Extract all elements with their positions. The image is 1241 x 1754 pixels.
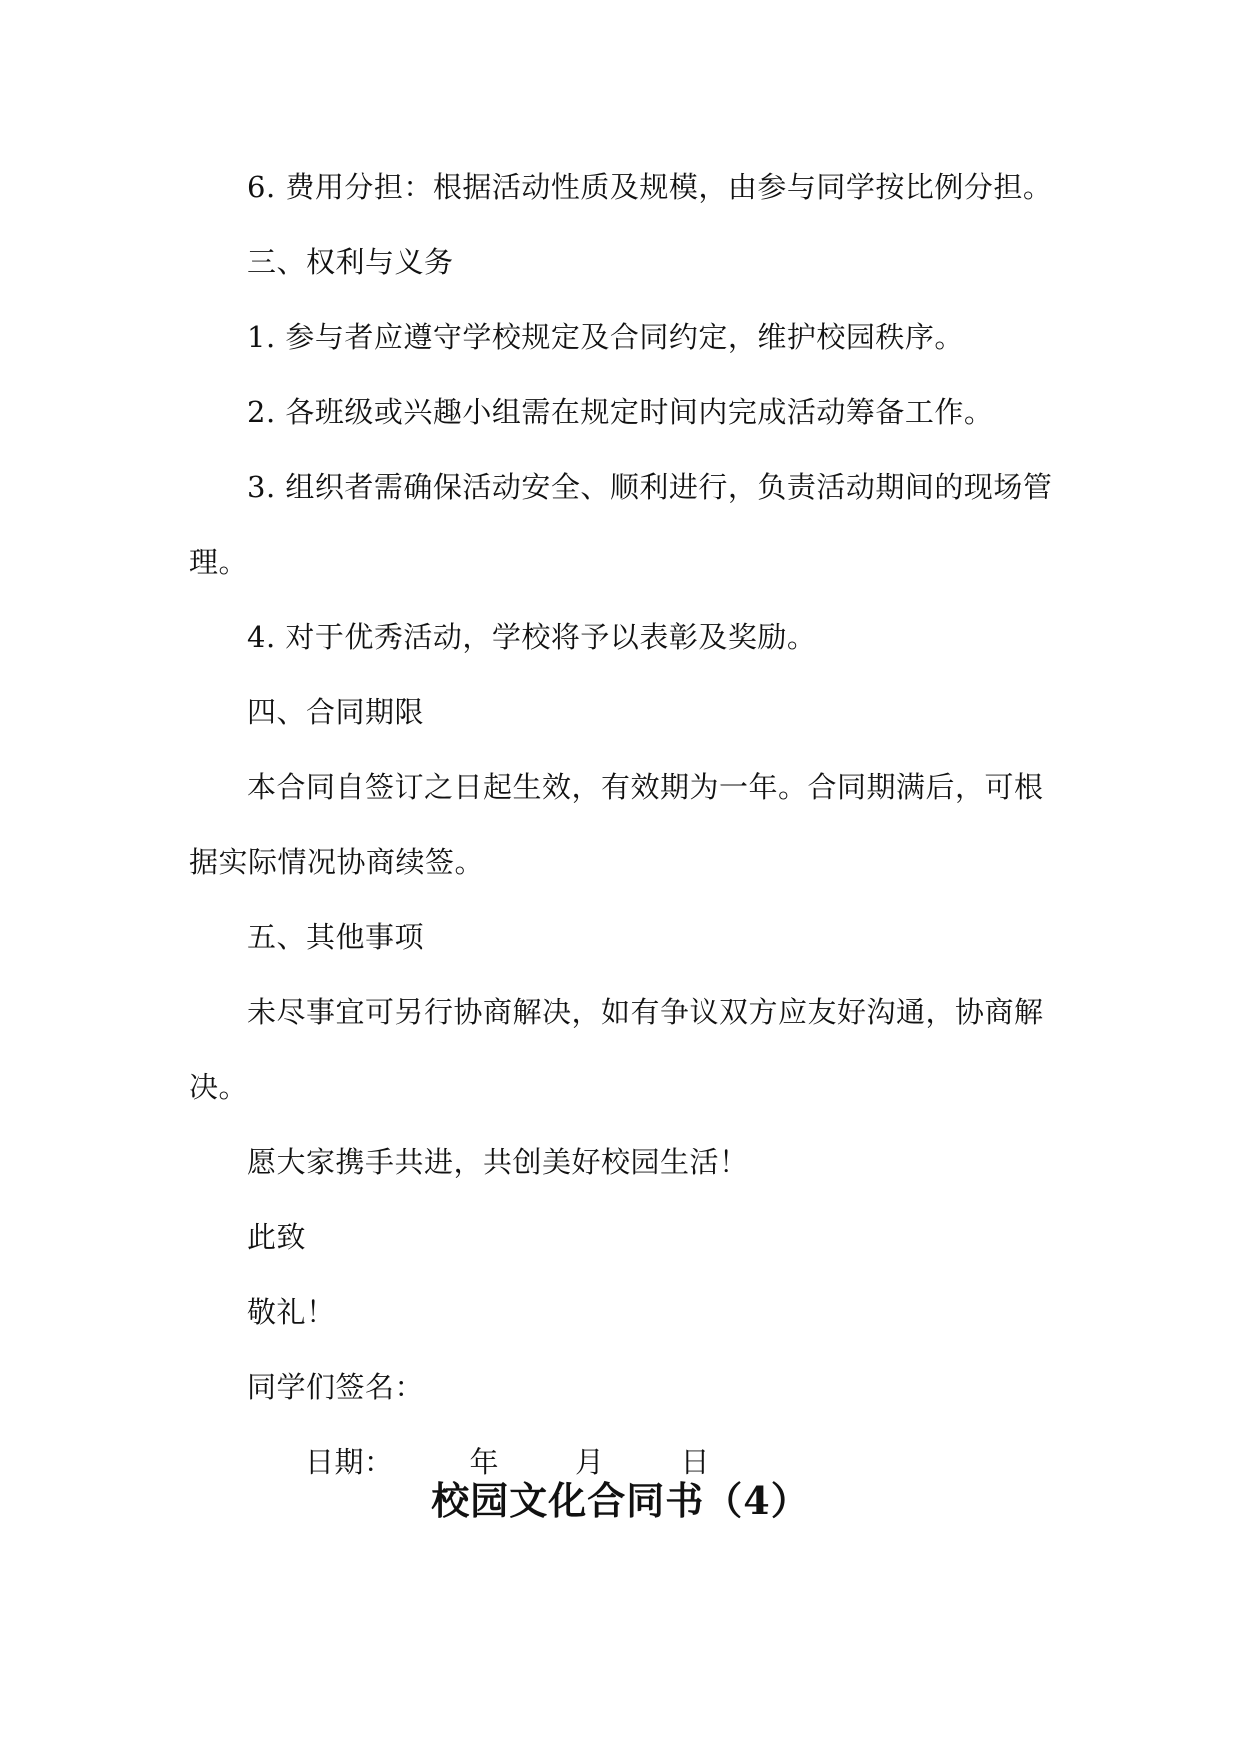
date-day: 日 (680, 1445, 711, 1479)
section-heading-other: 五、其他事项 (247, 920, 425, 954)
clause-other: 未尽事宜可另行协商解决，如有争议双方应友好沟通，协商解决。 (189, 995, 1044, 1104)
date-label: 日期： (305, 1445, 394, 1479)
signature-line: 同学们签名： (247, 1370, 425, 1404)
closing-regards: 敬礼！ (247, 1295, 336, 1329)
closing-salutation: 此致 (247, 1220, 307, 1254)
closing-wish: 愿大家携手共进，共创美好校园生活！ (247, 1145, 749, 1179)
next-section-title: 校园文化合同书（4） (431, 1478, 810, 1523)
document-body (189, 150, 1059, 1500)
date-month: 月 (575, 1445, 605, 1479)
clause-rights-4: 4. 对于优秀活动，学校将予以表彰及奖励。 (247, 620, 817, 654)
clause-rights-1: 1. 参与者应遵守学校规定及合同约定，维护校园秩序。 (247, 320, 964, 354)
date-year: 年 (469, 1445, 500, 1479)
section-heading-term: 四、合同期限 (247, 695, 425, 729)
clause-rights-2: 2. 各班级或兴趣小组需在规定时间内完成活动筹备工作。 (247, 395, 994, 429)
clause-term: 本合同自签订之日起生效，有效期为一年。合同期满后，可根据实际情况协商续签。 (189, 770, 1044, 879)
clause-cost-sharing: 6. 费用分担：根据活动性质及规模，由参与同学按比例分担。 (247, 170, 1053, 204)
clause-rights-3: 3. 组织者需确保活动安全、顺利进行，负责活动期间的现场管理。 (189, 470, 1053, 579)
section-heading-rights: 三、权利与义务 (247, 245, 454, 279)
